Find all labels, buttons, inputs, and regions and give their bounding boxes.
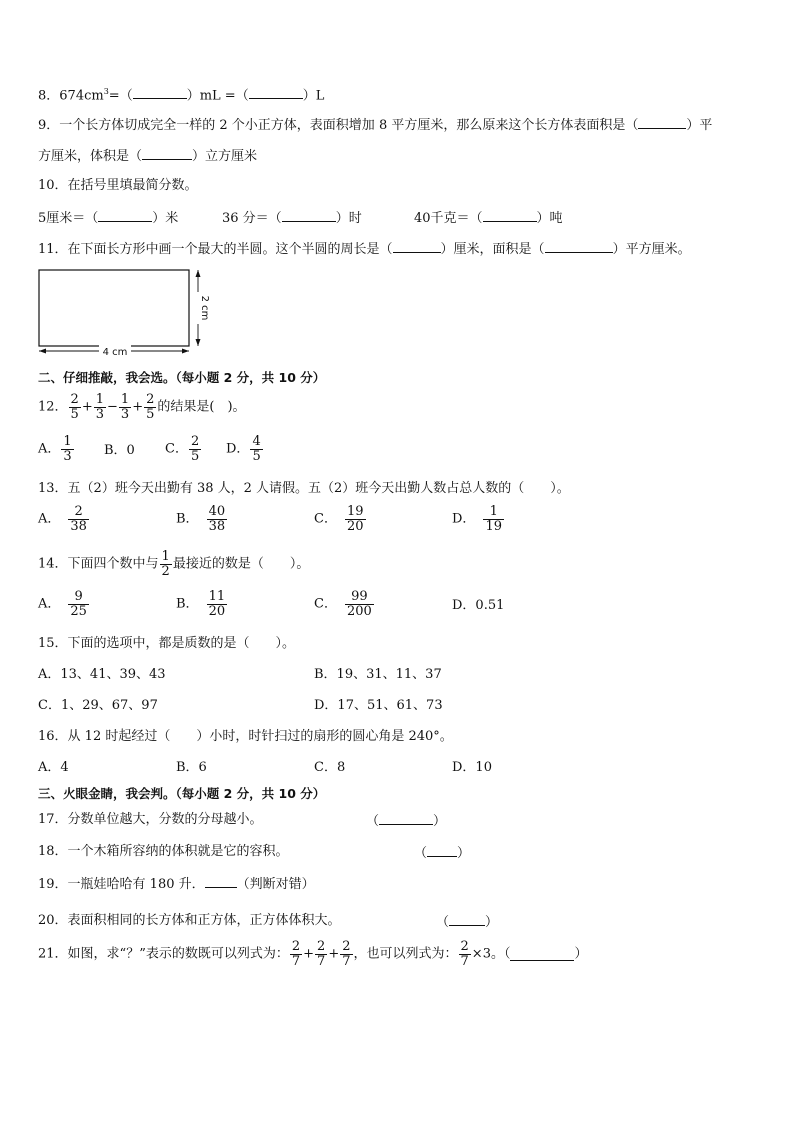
q18-answer[interactable]: （ ） <box>414 846 471 861</box>
question-11: 11．在下面长方形中画一个最大的半圆。这个半圆的周长是（ ）厘米，面积是（ ）平方厘米。 <box>38 242 691 257</box>
fraction: $\frac{2}{7}$ <box>317 939 326 969</box>
answer-blank[interactable] <box>142 147 192 160</box>
fraction: $\frac{2}{5}$ <box>146 392 155 422</box>
q15-option-b[interactable]: B．19、31、11、37 <box>314 667 442 682</box>
answer-blank[interactable] <box>282 209 336 222</box>
question-10-answer-2: 36 分＝（ ）时 <box>222 211 362 226</box>
fraction: $\frac{1}{2}$ <box>161 549 170 579</box>
q14-option-b[interactable]: B． $\frac{11}{20}$ <box>176 589 226 619</box>
fraction: $\frac{1}{3}$ <box>95 392 105 422</box>
width-label: 4 cm <box>102 347 128 358</box>
q14-option-c[interactable]: C． $\frac{99}{200}$ <box>314 589 372 619</box>
rectangle <box>39 270 189 346</box>
q13-option-c[interactable]: C． $\frac{19}{20}$ <box>314 504 364 534</box>
question-19: 19．一瓶娃哈哈有 180 升． （判断对错） <box>38 877 315 892</box>
q13-option-a[interactable]: A． $\frac{2}{38}$ <box>38 504 87 534</box>
rectangle-figure <box>30 264 220 360</box>
q17-answer[interactable]: （ ） <box>366 814 447 829</box>
question-17: 17．分数单位越大，分数的分母越小。 <box>38 812 263 827</box>
arrow-left-icon <box>39 349 46 354</box>
answer-blank[interactable] <box>249 86 303 99</box>
question-9-line-2: 方厘米，体积是（ ）立方厘米 <box>38 149 258 164</box>
q16-option-c[interactable]: C．8 <box>314 760 346 775</box>
answer-blank[interactable] <box>510 948 574 961</box>
question-21: 21．如图，求“？”表示的数既可以列式为： $\frac{2}{7}$ + $\frac{2}{7}$ + $\frac{2}{7}$ ，也可以列式为： $\frac{2}{7}$ ×3。（ ） <box>38 939 588 969</box>
question-16: 16．从 12 时起经过（ ）小时，时针扫过的扇形的圆心角是 240°。 <box>38 729 453 744</box>
question-13: 13．五（2）班今天出勤有 38 人，2 人请假。五（2）班今天出勤人数占总人数的（ ）。 <box>38 481 570 496</box>
question-12: 12． $\frac{2}{5}$ + $\frac{1}{3}$ − $\frac{1}{3}$ + $\frac{2}{5}$ 的结果是( )。 <box>38 392 246 422</box>
q12-option-b[interactable]: B．0 <box>104 443 135 458</box>
answer-blank <box>427 844 457 857</box>
question-15: 15．下面的选项中，都是质数的是（ ）。 <box>38 636 296 651</box>
arrow-down-icon <box>196 339 201 346</box>
q12-option-d[interactable]: D． $\frac{4}{5}$ <box>226 434 261 464</box>
question-10: 10．在括号里填最简分数。 <box>38 178 198 193</box>
q20-answer[interactable]: （ ） <box>436 915 499 930</box>
q13-option-d[interactable]: D． $\frac{1}{19}$ <box>452 504 502 534</box>
fraction: $\frac{2}{7}$ <box>342 939 351 969</box>
question-8: 8．$674cm^3=$（ ）mL =（ ）L <box>38 87 325 104</box>
height-label: 2 cm <box>199 295 210 321</box>
question-9: 9．一个长方体切成完全一样的 2 个小正方体，表面积增加 8 平方厘米，那么原来这个长方体表面积是（ ）平 <box>38 118 713 133</box>
answer-blank[interactable] <box>133 86 187 99</box>
question-14: 14．下面四个数中与 $\frac{1}{2}$ 最接近的数是（ ）。 <box>38 549 310 579</box>
answer-blank[interactable] <box>205 875 237 888</box>
q16-option-a[interactable]: A．4 <box>38 760 69 775</box>
fraction: $\frac{1}{3}$ <box>120 392 130 422</box>
answer-blank[interactable] <box>393 240 441 253</box>
q16-option-d[interactable]: D．10 <box>452 760 492 775</box>
answer-blank <box>379 812 433 825</box>
question-18: 18．一个木箱所容纳的体积就是它的容积。 <box>38 844 289 859</box>
q15-option-d[interactable]: D．17、51、61、73 <box>314 698 443 713</box>
q16-option-b[interactable]: B．6 <box>176 760 207 775</box>
arrow-right-icon <box>182 349 189 354</box>
fraction: $\frac{2}{7}$ <box>291 939 301 969</box>
q15-option-a[interactable]: A．13、41、39、43 <box>38 667 166 682</box>
arrow-up-icon <box>196 270 201 277</box>
q12-option-c[interactable]: C． $\frac{2}{5}$ <box>165 434 200 464</box>
fraction: $\frac{2}{7}$ <box>460 939 469 969</box>
answer-blank[interactable] <box>545 240 613 253</box>
q14-option-a[interactable]: A． $\frac{9}{25}$ <box>38 589 87 619</box>
section-3-heading: 三、火眼金睛，我会判。（每小题 2 分，共 10 分） <box>38 786 326 801</box>
question-10-answer-3: 40千克＝（ ）吨 <box>414 211 563 226</box>
q13-option-b[interactable]: B． $\frac{40}{38}$ <box>176 504 226 534</box>
answer-blank[interactable] <box>98 209 152 222</box>
q12-option-a[interactable]: A． $\frac{1}{3}$ <box>38 434 72 464</box>
answer-blank <box>449 913 485 926</box>
question-20: 20．表面积相同的长方体和正方体，正方体体积大。 <box>38 913 341 928</box>
section-2-heading: 二、仔细推敲，我会选。（每小题 2 分，共 10 分） <box>38 370 326 385</box>
answer-blank[interactable] <box>483 209 537 222</box>
answer-blank[interactable] <box>638 116 686 129</box>
q14-option-d[interactable]: D．0.51 <box>452 598 505 613</box>
fraction: $\frac{2}{5}$ <box>70 392 79 422</box>
question-10-answers: 5厘米＝（ ）米 <box>38 211 179 226</box>
q15-option-c[interactable]: C．1、29、67、97 <box>38 698 158 713</box>
